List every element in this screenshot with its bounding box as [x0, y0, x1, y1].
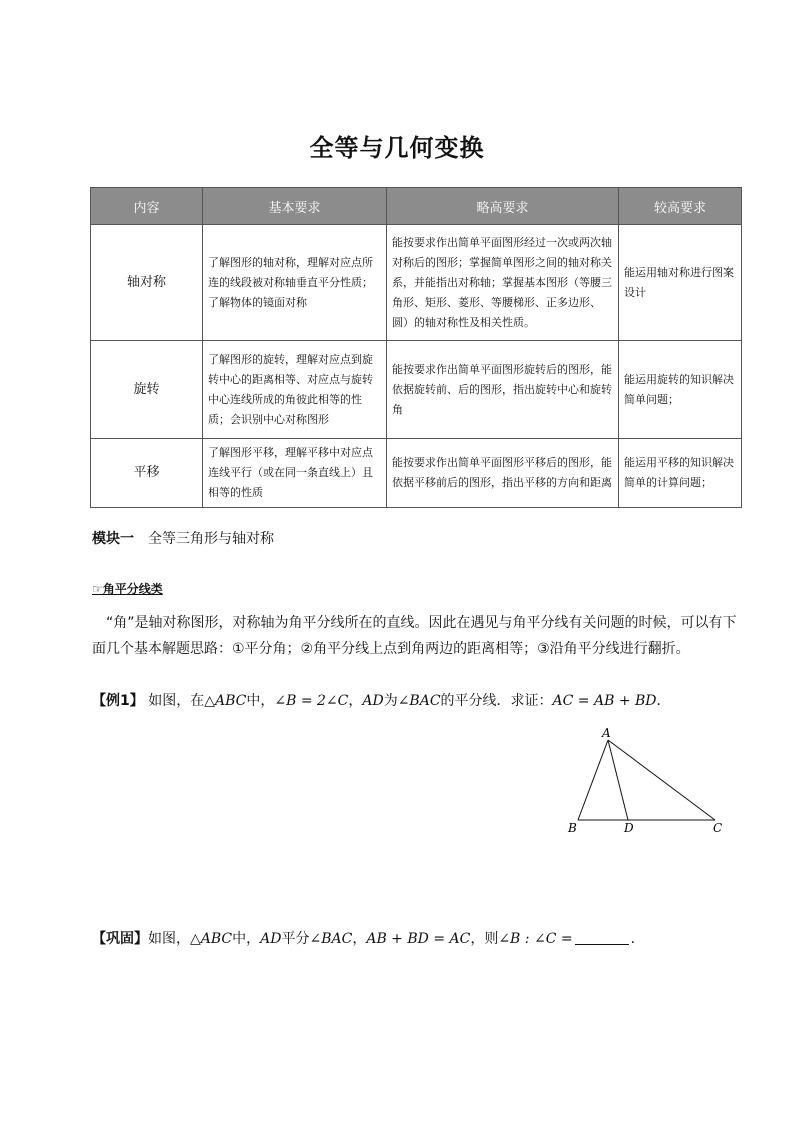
section-title: 全等三角形与轴对称 [148, 531, 274, 547]
label-d: D [624, 821, 634, 835]
page-title: 全等与几何变换 [309, 134, 485, 162]
label-b: B [568, 821, 577, 835]
exercise-math: △ABC [190, 931, 233, 947]
example-math: △ABC [204, 693, 247, 709]
row-higher: 能按要求作出简单平面图形平移后的图形，能依据平移前后的图形，指出平移的方向和距离 [387, 439, 619, 508]
example-1 [92, 690, 671, 710]
answer-blank[interactable] [575, 930, 629, 945]
example-text: ， [348, 693, 363, 709]
exercise-text: ． [630, 931, 645, 947]
table-header-row [91, 188, 742, 225]
table-row [91, 225, 742, 341]
row-name: 旋转 [91, 341, 203, 439]
table-row [91, 439, 742, 508]
row-higher: 能按要求作出简单平面图形经过一次或两次轴对称后的图形；掌握简单图形之间的轴对称关系，并能指出对称轴；掌握基本图形（等腰三角形、矩形、菱形、等腰梯形、正多边形、圆）的轴对称性及相关性质。 [387, 225, 619, 341]
row-highest: 能运用旋转的知识解决简单问题； [619, 341, 742, 439]
exercise-text: ， [352, 931, 367, 947]
row-highest: 能运用平移的知识解决简单的计算问题； [619, 439, 742, 508]
header-highest: 较高要求 [619, 188, 742, 225]
row-basic: 了解图形平移，理解平移中对应点连线平行（或在同一条直线上）且相等的性质 [203, 439, 387, 508]
example-text: 为 [383, 693, 398, 709]
row-higher: 能按要求作出简单平面图形旋转后的图形，能依据旋转前、后的图形，指出旋转中心和旋转角 [387, 341, 619, 439]
example-text: ． [656, 693, 671, 709]
side-ab [578, 740, 608, 820]
example-math: AD [362, 693, 384, 709]
label-a: A [602, 726, 611, 740]
exercise-text: 中， [232, 931, 261, 947]
example-math: ∠BAC [397, 693, 441, 709]
row-name: 平移 [91, 439, 203, 508]
table-row [91, 341, 742, 439]
example-text: 中， [246, 693, 275, 709]
section-label: 模块一 [92, 531, 134, 547]
header-content: 内容 [91, 188, 203, 225]
exercise-tag: 【巩固】 [92, 931, 148, 947]
row-basic: 了解图形的轴对称，理解对应点所连的线段被对称轴垂直平分性质；了解物体的镜面对称 [203, 225, 387, 341]
intro-paragraph: “角”是轴对称图形，对称轴为角平分线所在的直线。因此在遇见与角平分线有关问题的时候，可以有下面几个基本解题思路：①平分角；②角平分线上点到角两边的距离相等；③沿角平分线进行翻折。 [92, 615, 737, 657]
example-math: ∠B = 2∠C [274, 693, 349, 709]
exercise-text: 平分 [281, 931, 310, 947]
triangle-figure [560, 725, 730, 840]
example-tag: 【例1】 [92, 693, 144, 709]
exercise-text: ，则 [470, 931, 499, 947]
example-text: 如图，在 [148, 693, 205, 709]
example-math: AC = AB + BD [552, 693, 657, 709]
header-basic: 基本要求 [203, 188, 387, 225]
exercise [92, 928, 645, 948]
exercise-math: ∠BAC [309, 931, 353, 947]
exercise-math: AD [260, 931, 282, 947]
header-higher: 略高要求 [387, 188, 619, 225]
example-text: 的平分线．求证： [440, 693, 553, 709]
subsection-heading: ☞角平分线类 [92, 582, 163, 596]
label-c: C [713, 821, 723, 835]
exercise-math: AB + BD = AC [366, 931, 471, 947]
segment-ad [608, 740, 628, 820]
requirements-table [90, 187, 742, 508]
row-name: 轴对称 [91, 225, 203, 341]
exercise-text: 如图， [148, 931, 190, 947]
section-heading [92, 528, 274, 548]
exercise-math: ∠B : ∠C = [498, 931, 573, 947]
side-ac [608, 740, 715, 820]
row-highest: 能运用轴对称进行图案设计 [619, 225, 742, 341]
row-basic: 了解图形的旋转，理解对应点到旋转中心的距离相等、对应点与旋转中心连线所成的角彼此相等的性质；会识别中心对称图形 [203, 341, 387, 439]
